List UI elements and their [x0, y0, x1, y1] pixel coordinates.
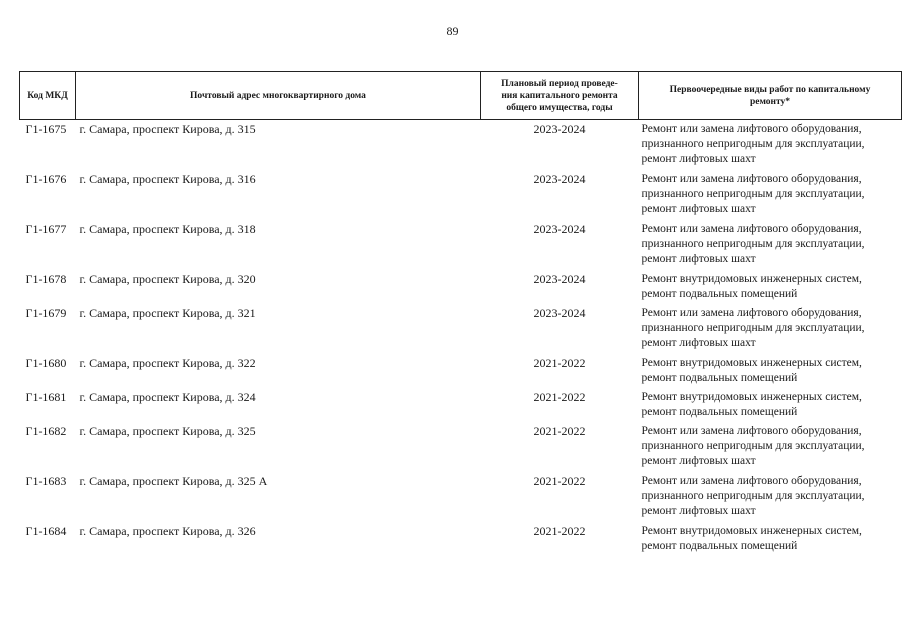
works-line: ремонт лифтовых шахт	[641, 336, 756, 349]
works-cell	[639, 304, 902, 354]
table-row	[20, 220, 902, 270]
works-cell	[639, 422, 902, 472]
works-line: ремонт лифтовых шахт	[641, 454, 756, 467]
mkd-code-cell: Г1-1676	[25, 171, 67, 186]
address-cell: г. Самара, проспект Кирова, д. 322	[79, 355, 256, 370]
mkd-code-cell: Г1-1679	[25, 305, 67, 320]
mkd-code-cell: Г1-1682	[25, 423, 67, 438]
works-line: Ремонт или замена лифтового оборудования,	[641, 222, 862, 235]
period-cell: 2023-2024	[533, 305, 586, 320]
table-row	[20, 422, 902, 472]
works-line: Ремонт внутридомовых инженерных систем,	[641, 356, 862, 369]
table-row	[20, 354, 902, 388]
table-row	[20, 120, 902, 170]
works-line: Ремонт или замена лифтового оборудования,	[641, 424, 862, 437]
period-cell: 2021-2022	[533, 423, 586, 438]
period-cell: 2023-2024	[533, 221, 586, 236]
table-row	[20, 304, 902, 354]
mkd-code-cell: Г1-1675	[25, 122, 67, 136]
address-cell: г. Самара, проспект Кирова, д. 324	[79, 389, 256, 404]
works-line: Ремонт или замена лифтового оборудования,	[641, 123, 862, 135]
address-cell: г. Самара, проспект Кирова, д. 316	[79, 171, 256, 186]
period-cell: 2023-2024	[533, 122, 586, 136]
mkd-code-cell: Г1-1680	[25, 355, 67, 370]
repair-register-table	[19, 71, 902, 556]
header-works-line: Первоочередные виды работ по капитальному	[669, 84, 871, 95]
mkd-code-cell: Г1-1681	[25, 389, 67, 404]
works-line: Ремонт или замена лифтового оборудования,	[641, 172, 862, 185]
period-cell: 2021-2022	[533, 355, 586, 370]
address-cell: г. Самара, проспект Кирова, д. 318	[79, 221, 256, 236]
address-cell: г. Самара, проспект Кирова, д. 320	[79, 271, 256, 286]
works-line: ремонт лифтовых шахт	[641, 153, 756, 165]
works-line: признанного непригодным для эксплуатации,	[641, 138, 865, 150]
works-cell	[639, 220, 902, 270]
works-line: ремонт лифтовых шахт	[641, 252, 756, 265]
works-line: признанного непригодным для эксплуатации,	[641, 439, 865, 452]
header-works	[639, 72, 902, 120]
works-line: ремонт лифтовых шахт	[641, 504, 756, 517]
works-cell	[639, 270, 902, 304]
works-line: признанного непригодным для эксплуатации,	[641, 489, 865, 502]
works-cell	[639, 354, 902, 388]
header-period	[481, 72, 639, 120]
mkd-code-cell: Г1-1683	[25, 473, 67, 488]
works-line: Ремонт внутридомовых инженерных систем,	[641, 390, 862, 403]
header-works-line: ремонту*	[749, 96, 791, 107]
works-line: признанного непригодным для эксплуатации,	[641, 321, 865, 334]
header-period-line: общего имущества, годы	[506, 102, 613, 113]
period-cell: 2023-2024	[533, 171, 586, 186]
works-line: ремонт подвальных помещений	[641, 371, 798, 384]
works-line: Ремонт или замена лифтового оборудования,	[641, 474, 862, 487]
works-cell	[639, 120, 902, 170]
works-cell	[639, 522, 902, 556]
period-cell: 2023-2024	[533, 271, 586, 286]
works-line: Ремонт внутридомовых инженерных систем,	[641, 524, 862, 537]
period-cell: 2021-2022	[533, 523, 586, 538]
table-row	[20, 472, 902, 522]
works-cell	[639, 170, 902, 220]
table-body	[20, 120, 902, 556]
mkd-code-cell: Г1-1677	[25, 221, 67, 236]
works-line: ремонт подвальных помещений	[641, 539, 798, 552]
works-line: признанного непригодным для эксплуатации,	[641, 187, 865, 200]
works-line: Ремонт внутридомовых инженерных систем,	[641, 272, 862, 285]
address-cell: г. Самара, проспект Кирова, д. 321	[79, 305, 256, 320]
period-cell: 2021-2022	[533, 389, 586, 404]
works-cell	[639, 472, 902, 522]
works-line: ремонт лифтовых шахт	[641, 202, 756, 215]
header-period-line: Плановый период проведе-	[501, 78, 618, 89]
works-line: признанного непригодным для эксплуатации,	[641, 237, 865, 250]
period-cell: 2021-2022	[533, 473, 586, 488]
header-code: Код МКД	[20, 72, 76, 120]
works-line: Ремонт или замена лифтового оборудования,	[641, 306, 862, 319]
mkd-code-cell: Г1-1684	[25, 523, 67, 538]
address-cell: г. Самара, проспект Кирова, д. 325	[79, 423, 256, 438]
works-cell	[639, 388, 902, 422]
address-cell: г. Самара, проспект Кирова, д. 325 А	[79, 473, 268, 488]
header-period-line: ния капитального ремонта	[501, 90, 618, 101]
header-address: Почтовый адрес многоквартирного дома	[76, 72, 481, 120]
works-line: ремонт подвальных помещений	[641, 405, 798, 418]
table-row	[20, 170, 902, 220]
table-row	[20, 522, 902, 556]
mkd-code-cell: Г1-1678	[25, 271, 67, 286]
table-row	[20, 388, 902, 422]
page-number: 89	[446, 24, 459, 38]
table-row	[20, 270, 902, 304]
address-cell: г. Самара, проспект Кирова, д. 315	[79, 122, 256, 136]
works-line: ремонт подвальных помещений	[641, 287, 798, 300]
table-header	[20, 72, 902, 120]
address-cell: г. Самара, проспект Кирова, д. 326	[79, 523, 256, 538]
